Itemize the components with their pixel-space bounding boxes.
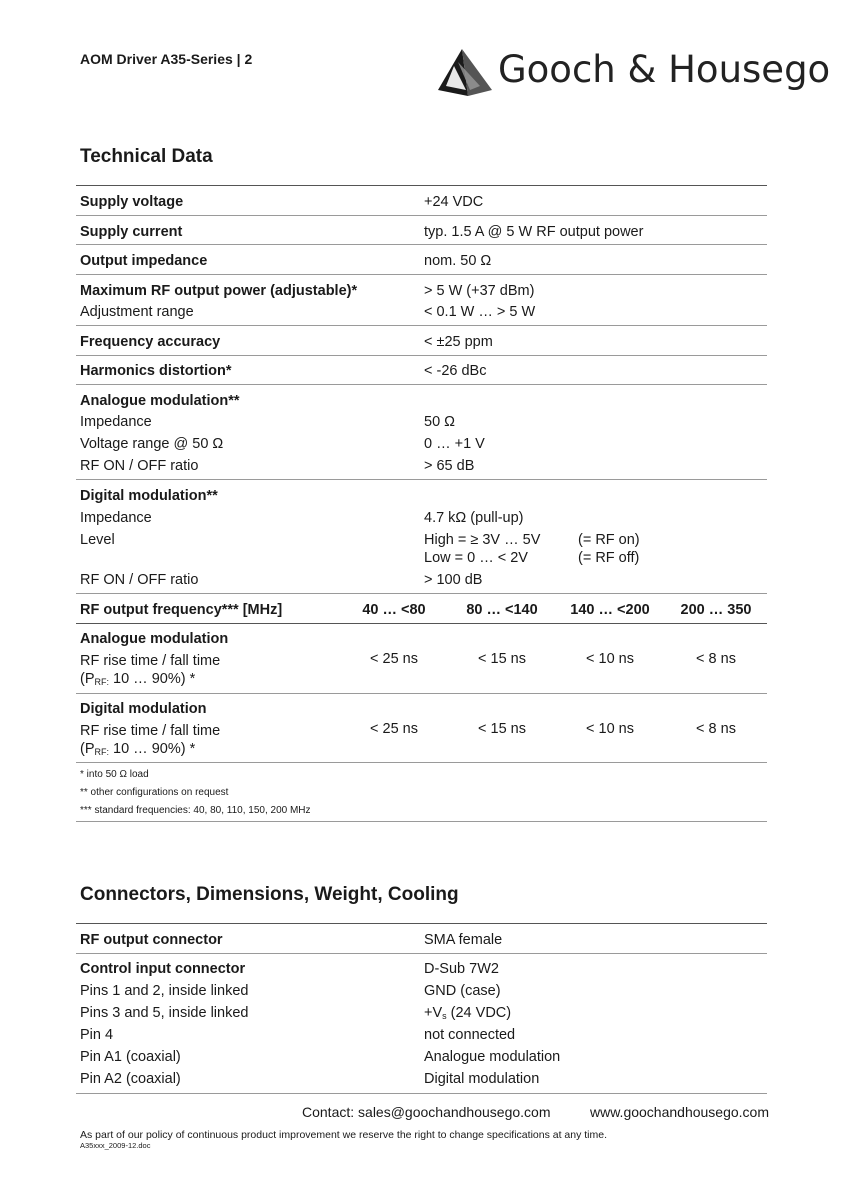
adjustment-range-value: < 0.1 W … > 5 W bbox=[424, 304, 536, 320]
freq-col-2: 80 … <140 bbox=[466, 602, 538, 618]
digital-impedance-value: 4.7 kΩ (pull-up) bbox=[424, 510, 524, 526]
digital-rise-value-4: < 8 ns bbox=[696, 721, 736, 737]
analogue-rise-value-1: < 25 ns bbox=[370, 651, 418, 667]
supply-current-label: Supply current bbox=[80, 224, 183, 240]
footnote-3: *** standard frequencies: 40, 80, 110, 150, 200 MHz bbox=[80, 805, 311, 816]
logo-prism-icon bbox=[436, 46, 498, 98]
analogue-onoff-label: RF ON / OFF ratio bbox=[80, 458, 199, 474]
supply-voltage-value: +24 VDC bbox=[424, 194, 484, 210]
supply-current-value: typ. 1.5 A @ 5 W RF output power bbox=[424, 224, 644, 240]
divider bbox=[76, 623, 767, 624]
analogue-impedance-value: 50 Ω bbox=[424, 414, 455, 430]
level-label: Level bbox=[80, 532, 115, 548]
digital-rise-condition: ($P_{RF:}$ 10 … 90%) * bbox=[80, 741, 196, 757]
pin-row-label: Pins 3 and 5, inside linked bbox=[80, 1005, 249, 1021]
analogue-rise-value-4: < 8 ns bbox=[696, 651, 736, 667]
divider bbox=[76, 244, 767, 245]
footer-website: www.goochandhousego.com bbox=[590, 1104, 770, 1120]
analogue-rise-label: RF rise time / fall time bbox=[80, 653, 221, 669]
output-impedance-value: nom. 50 Ω bbox=[424, 253, 492, 269]
rf-output-connector-value: SMA female bbox=[424, 932, 503, 948]
footer-contact: Contact: sales@goochandhousego.com bbox=[302, 1104, 551, 1120]
pin-row-label: Pin 4 bbox=[80, 1027, 114, 1043]
divider bbox=[76, 693, 767, 694]
frequency-accuracy-label: Frequency accuracy bbox=[80, 334, 221, 350]
level-low-note: (= RF off) bbox=[578, 550, 640, 566]
level-low-value: Low = 0 … < 2V bbox=[424, 550, 528, 566]
connectors-title: Connectors, Dimensions, Weight, Cooling bbox=[80, 884, 459, 905]
max-rf-power-label: Maximum RF output power (adjustable)* bbox=[80, 283, 358, 299]
supply-voltage-label: Supply voltage bbox=[80, 194, 184, 210]
divider bbox=[76, 1093, 767, 1094]
digital-onoff-value: > 100 dB bbox=[424, 572, 483, 588]
analogue-rise-condition: ($P_{RF:}$ 10 … 90%) * bbox=[80, 671, 196, 687]
divider bbox=[76, 923, 767, 924]
freq-col-1: 40 … <80 bbox=[362, 602, 426, 618]
doc-title: AOM Driver A35-Series | 2 bbox=[80, 51, 253, 67]
logo-text: Gooch & Housego bbox=[498, 48, 831, 91]
technical-data-title: Technical Data bbox=[80, 146, 213, 167]
analogue-impedance-label: Impedance bbox=[80, 414, 152, 430]
freq-digital-heading: Digital modulation bbox=[80, 701, 207, 717]
voltage-range-value: 0 … +1 V bbox=[424, 436, 485, 452]
footer-doc-ref: A35xxx_2009-12.doc bbox=[80, 1141, 151, 1150]
digital-rise-value-3: < 10 ns bbox=[586, 721, 634, 737]
digital-rise-label: RF rise time / fall time bbox=[80, 723, 221, 739]
pin-row-label: Pin A1 (coaxial) bbox=[80, 1049, 181, 1065]
control-input-connector-value: D-Sub 7W2 bbox=[424, 961, 499, 977]
harmonics-value: < -26 dBc bbox=[424, 363, 487, 379]
pin-row-value: Analogue modulation bbox=[424, 1049, 561, 1065]
pin-row-value: GND (case) bbox=[424, 983, 501, 999]
max-rf-power-value: > 5 W (+37 dBm) bbox=[424, 283, 535, 299]
divider bbox=[76, 762, 767, 763]
pin-row-label: Pins 1 and 2, inside linked bbox=[80, 983, 249, 999]
freq-table-header-label: RF output frequency*** [MHz] bbox=[80, 602, 283, 618]
divider bbox=[76, 325, 767, 326]
divider bbox=[76, 185, 767, 186]
level-high-value: High = ≥ 3V … 5V bbox=[424, 532, 541, 548]
freq-col-3: 140 … <200 bbox=[570, 602, 650, 618]
divider bbox=[76, 593, 767, 594]
freq-col-4: 200 … 350 bbox=[680, 602, 752, 618]
output-impedance-label: Output impedance bbox=[80, 253, 208, 269]
company-logo bbox=[436, 46, 831, 98]
pin-row-value: not connected bbox=[424, 1027, 516, 1043]
control-input-connector-label: Control input connector bbox=[80, 961, 246, 977]
pin-row-label: Pin A2 (coaxial) bbox=[80, 1071, 181, 1087]
divider bbox=[76, 384, 767, 385]
digital-impedance-label: Impedance bbox=[80, 510, 152, 526]
freq-analogue-heading: Analogue modulation bbox=[80, 631, 229, 647]
frequency-accuracy-value: < ±25 ppm bbox=[424, 334, 493, 350]
pin-row-value: $+V_s$ (24 VDC) bbox=[424, 1005, 512, 1021]
analogue-modulation-heading: Analogue modulation** bbox=[80, 393, 240, 409]
digital-rise-value-1: < 25 ns bbox=[370, 721, 418, 737]
rf-output-connector-label: RF output connector bbox=[80, 932, 223, 948]
divider bbox=[76, 479, 767, 480]
digital-modulation-heading: Digital modulation** bbox=[80, 488, 218, 504]
footnote-2: ** other configurations on request bbox=[80, 787, 229, 798]
digital-onoff-label: RF ON / OFF ratio bbox=[80, 572, 199, 588]
voltage-range-label: Voltage range @ 50 Ω bbox=[80, 436, 224, 452]
analogue-rise-value-2: < 15 ns bbox=[478, 651, 526, 667]
adjustment-range-label: Adjustment range bbox=[80, 304, 194, 320]
divider bbox=[76, 215, 767, 216]
analogue-rise-value-3: < 10 ns bbox=[586, 651, 634, 667]
level-high-note: (= RF on) bbox=[578, 532, 640, 548]
divider bbox=[76, 355, 767, 356]
divider bbox=[76, 953, 767, 954]
digital-rise-value-2: < 15 ns bbox=[478, 721, 526, 737]
analogue-onoff-value: > 65 dB bbox=[424, 458, 475, 474]
divider bbox=[76, 821, 767, 822]
footer-policy: As part of our policy of continuous product improvement we reserve the right to change specifications at any time. bbox=[80, 1129, 608, 1141]
harmonics-label: Harmonics distortion* bbox=[80, 363, 232, 379]
pin-row-value: Digital modulation bbox=[424, 1071, 540, 1087]
divider bbox=[76, 274, 767, 275]
footnote-1: * into 50 Ω load bbox=[80, 769, 149, 780]
